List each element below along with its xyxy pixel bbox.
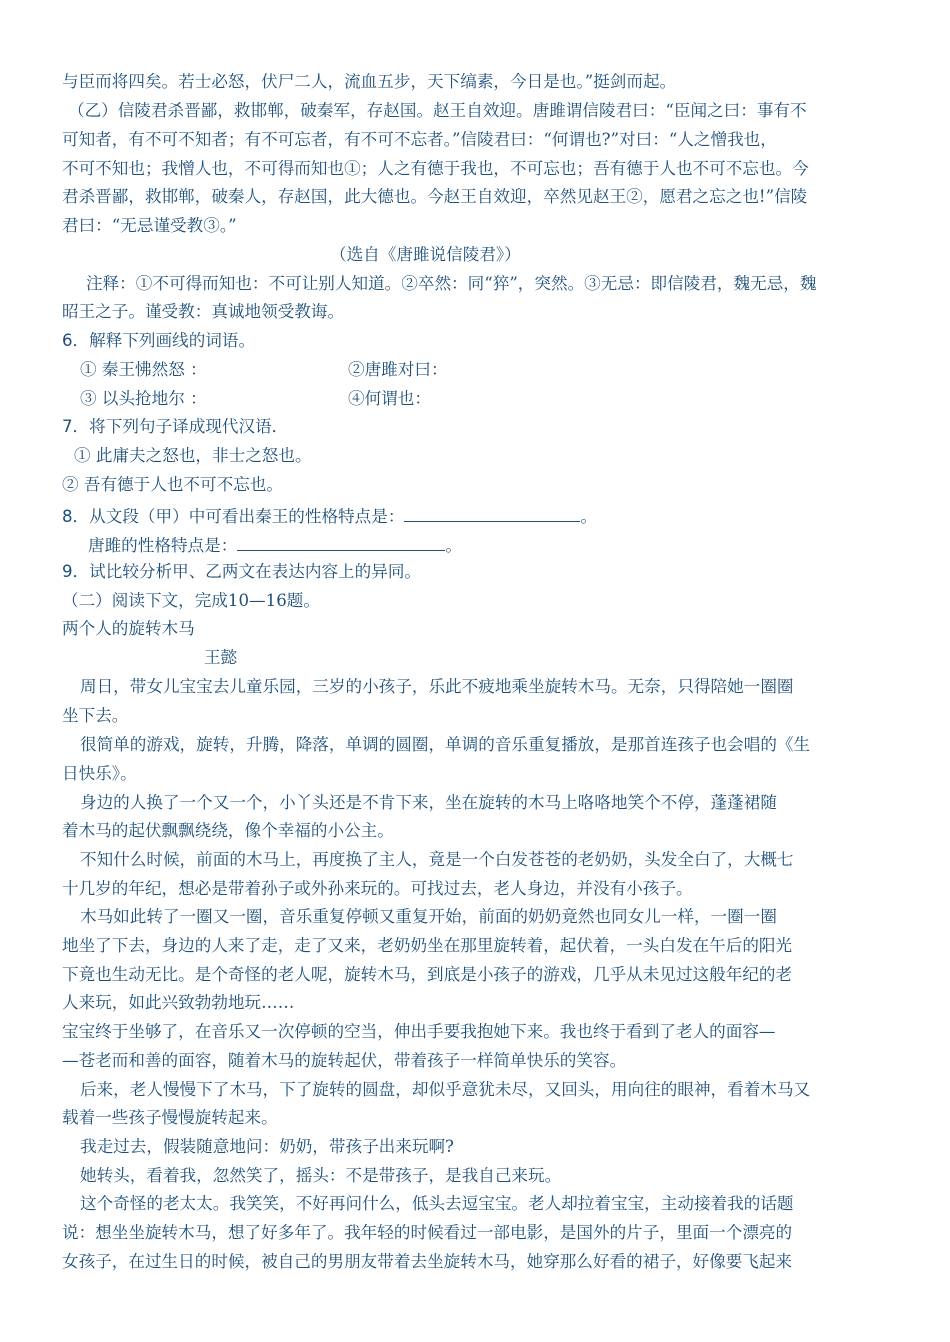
paragraph-line: 十几岁的年纪，想必是带着孙子或外孙来玩的。可找过去，老人身边，并没有小孩子。 (62, 879, 693, 898)
paragraph-line: 坐下去。 (62, 706, 129, 725)
paragraph-line: 宝宝终于坐够了，在音乐又一次停顿的空当，伸出手要我抱她下来。我也终于看到了老人的面容— (62, 1022, 776, 1041)
annotation-line: 昭王之子。谨受教：真诚地领受教诲。 (62, 302, 345, 321)
question-6-item-4: ④何谓也： (348, 389, 431, 408)
paragraph-line: 周日，带女儿宝宝去儿童乐园，三岁的小孩子，乐此不疲地乘坐旋转木马。无奈，只得陪她一圈圈 (80, 677, 794, 696)
paragraph-line: 她转头，看着我，忽然笑了，摇头：不是带孩子，是我自己来玩。 (80, 1166, 562, 1185)
answer-blank (237, 532, 445, 551)
source-citation: （选自《唐雎说信陵君》） (330, 245, 521, 264)
question-6-item-1: ① 秦王怫然怒 ： (80, 360, 207, 379)
paragraph-line: 身边的人换了一个又一个，小丫头还是不肯下来，坐在旋转的木马上咯咯地笑个不停，蓬蓬裙随 (80, 793, 777, 812)
paragraph-line: —苍老而和善的面容，随着木马的旋转起伏，带着孩子一样简单快乐的笑容。 (62, 1051, 627, 1070)
paragraph-line: 很简单的游戏，旋转，升腾，降落，单调的圆圈，单调的音乐重复播放，是那首连孩子也会唱的《生 (80, 735, 811, 754)
answer-blank (404, 503, 580, 522)
question-8-second-end: 。 (445, 536, 462, 555)
paragraph-line: 日快乐》。 (62, 764, 137, 783)
text-line: 不可不知也；我憎人也，不可得而知也①；人之有德于我也，不可忘也；吾有德于人也不可不忘也。今 (62, 159, 809, 178)
paragraph-line: 我走过去，假装随意地问：奶奶，带孩子出来玩啊? (80, 1137, 454, 1156)
paragraph-line: 不知什么时候，前面的木马上，再度换了主人，竟是一个白发苍苍的老奶奶，头发全白了，大概七 (80, 850, 794, 869)
text-line: 可知者，有不可不知者；有不可忘者，有不可不忘者。”信陵君曰：“何谓也?”对曰：“人之憎我也， (62, 130, 777, 149)
question-6-item-3: ③ 以头抢地尔 ： (80, 389, 207, 408)
question-7: 7．将下列句子译成现代汉语． (62, 417, 289, 436)
question-6-item-2: ②唐雎对曰： (348, 360, 448, 379)
paragraph-line: 后来，老人慢慢下了木马，下了旋转的圆盘，却似乎意犹未尽，又回头，用向往的眼神，看着木马又 (80, 1080, 811, 1099)
question-9: 9．试比较分析甲、乙两文在表达内容上的异同。 (62, 562, 422, 581)
paragraph-line: 人来玩，如此兴致勃勃地玩…… (62, 993, 295, 1012)
article-title: 两个人的旋转木马 (62, 619, 195, 638)
question-8-end: 。 (580, 507, 598, 526)
question-8-second (88, 532, 462, 557)
paragraph-line: 说：想坐坐旋转木马，想了好多年了。我年轻的时候看过一部电影，是国外的片子，里面一个漂亮的 (62, 1223, 793, 1242)
paragraph-line: 着木马的起伏飘飘绕绕，像个幸福的小公主。 (62, 821, 394, 840)
question-6: 6．解释下列画线的词语。 (62, 331, 256, 350)
paragraph-line: 载着一些孩子慢慢旋转起来。 (62, 1108, 278, 1127)
text-line: 君曰：“无忌谨受教③。” (62, 216, 237, 235)
text-line: （乙）信陵君杀晋鄙，救邯郸，破秦军，存赵国。赵王自效迎。唐雎谓信陵君曰：“臣闻之曰：事有不 (68, 101, 807, 120)
paragraph-line: 地坐了下去，身边的人来了走，走了又来，老奶奶坐在那里旋转着，起伏着，一头白发在午后的阳光 (62, 936, 793, 955)
paragraph-line: 木马如此转了一圈又一圈，音乐重复停顿又重复开始，前面的奶奶竟然也同女儿一样，一圈一圈 (80, 907, 777, 926)
annotation-line: 注释：①不可得而知也：不可让别人知道。②卒然：同“猝”，突然。③无忌：即信陵君，魏无忌，魏 (86, 274, 817, 293)
question-7-item-1: ① 此庸夫之怒也，非士之怒也。 (74, 446, 312, 465)
question-8-text: 8．从文段（甲）中可看出秦王的性格特点是： (62, 507, 405, 526)
article-author: 王懿 (204, 648, 238, 667)
question-8 (62, 503, 597, 528)
text-line: 君杀晋鄙，救邯郸，破秦人，存赵国，此大德也。今赵王自效迎，卒然见赵王②，愿君之忘之也!”信陵 (62, 187, 808, 206)
paragraph-line: 下竟也生动无比。是个奇怪的老人呢，旋转木马，到底是小孩子的游戏，几乎从未见过这般年纪的老 (62, 965, 793, 984)
section-heading: （二）阅读下文，完成10—16题。 (62, 591, 320, 610)
text-line: 与臣而将四矣。若士必怒，伏尸二人，流血五步，天下缟素，今日是也。”挺剑而起。 (62, 72, 677, 91)
paragraph-line: 女孩子，在过生日的时候，被自己的男朋友带着去坐旋转木马，她穿那么好看的裙子，好像要飞起来 (62, 1252, 793, 1271)
question-8-second-text: 唐雎的性格特点是： (88, 536, 238, 555)
paragraph-line: 这个奇怪的老太太。我笑笑，不好再问什么，低头去逗宝宝。老人却拉着宝宝，主动接着我的话题 (80, 1194, 794, 1213)
question-7-item-2: ② 吾有德于人也不可不忘也。 (62, 475, 283, 494)
